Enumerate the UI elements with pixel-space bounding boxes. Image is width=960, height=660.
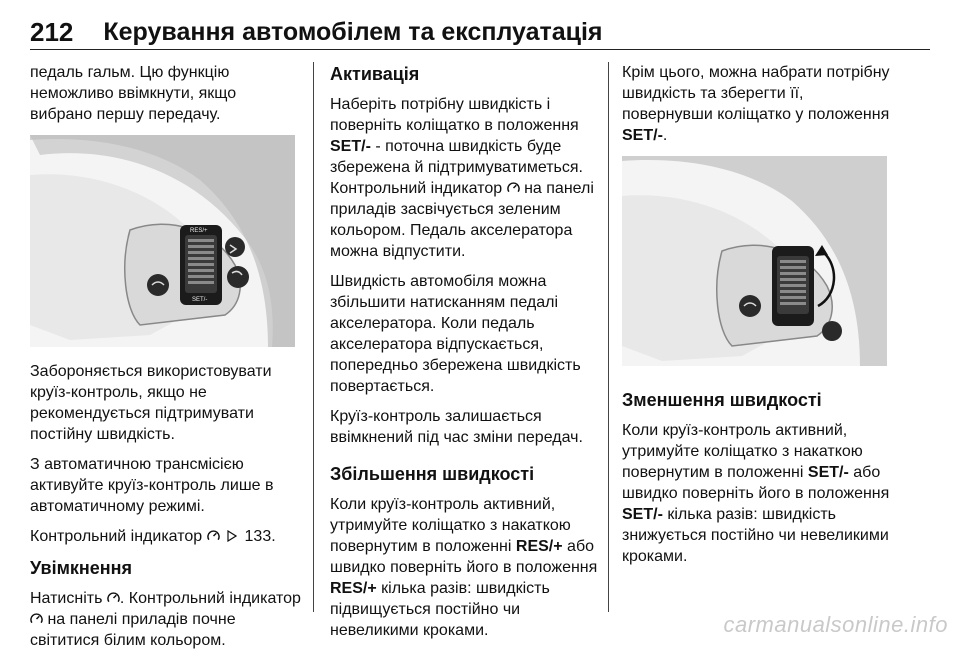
paragraph: педаль гальм. Цю функцію неможливо ввімкнути, якщо вибрано першу передачу. [30,64,237,123]
page-title: Керування автомобілем та експлуатація [103,18,603,46]
res-label: RES/+ [190,228,208,234]
res-label: RES/+ [330,580,377,597]
paragraph: Забороняється використовувати круїз-контроль, якщо не рекомендується підтримувати постійну швидкість. [30,363,272,443]
cruise-control-icon [207,529,220,543]
paragraph: Швидкість автомобіля можна збільшити натисканням педалі акселератора. Коли педаль акселератора відпускається, попередньо збережена швидкість повертається. [330,273,581,395]
column-divider [313,62,314,612]
section-heading-decrease: Зменшення швидкості [622,390,822,410]
paragraph: З автоматичною трансмісією активуйте круїз-контроль лише в автоматичному режимі. [30,456,274,515]
page-number: 212 [30,17,74,47]
cruise-control-icon [507,181,520,195]
paragraph: Крім цього, можна набрати потрібну швидкість та зберегти її, повернувши коліщатко у положення SET/-. [622,64,890,144]
set-label: SET/- [192,297,208,303]
steering-wheel-figure [30,135,295,347]
res-label: RES/+ [515,538,563,555]
cruise-control-icon [30,612,43,626]
paragraph: Наберіть потрібну швидкість і поверніть коліщатко в положення SET/- - поточна швидкість буде збережена й підтримуватиметься. Контрольний індикатор на панелі приладів засвічується зеленим кольором. Педаль акселератора можна відпустити. [330,96,594,260]
set-label: SET/- [622,127,663,144]
steering-wheel-controls-illustration [30,135,295,347]
page-reference: 133. [244,528,276,545]
column-3 [622,62,894,576]
section-heading-on: Увімкнення [30,558,133,578]
paragraph: Коли круїз-контроль активний, утримуйте коліщатко з накаткою повернутим в положенні SET/- або швидко поверніть його в положення SET/- кілька разів: швидкість знижується постійно чи невеликими кроками. [622,422,890,565]
watermark: carmanualsonline.info [723,612,948,637]
section-heading-activation: Активація [330,64,420,84]
page-reference-arrow-icon [227,530,237,542]
cruise-control-icon [107,591,120,605]
paragraph: Коли круїз-контроль активний, утримуйте коліщатко з накаткою повернутим в положенні RES/+ або швидко поверніть його в положення RES/+ кілька разів: швидкість підвищується постійно чи невеликими кроками. [330,496,598,639]
steering-wheel-rotate-illustration [622,156,887,366]
column-1 [30,62,302,660]
set-label: SET/- [330,138,371,155]
set-label: SET/- [622,506,663,523]
page-header [30,18,930,50]
steering-wheel-figure [622,156,887,366]
column-2 [330,62,602,650]
set-label: SET/- [807,464,849,481]
section-heading-increase: Збільшення швидкості [330,464,535,484]
column-divider [608,62,609,612]
paragraph: Круїз-контроль залишається ввімкнений під час зміни передач. [330,408,583,446]
paragraph: Натисніть . Контрольний індикатор на панелі приладів почне світитися білим кольором. [30,590,301,649]
paragraph: Контрольний індикатор 133. [30,528,276,545]
